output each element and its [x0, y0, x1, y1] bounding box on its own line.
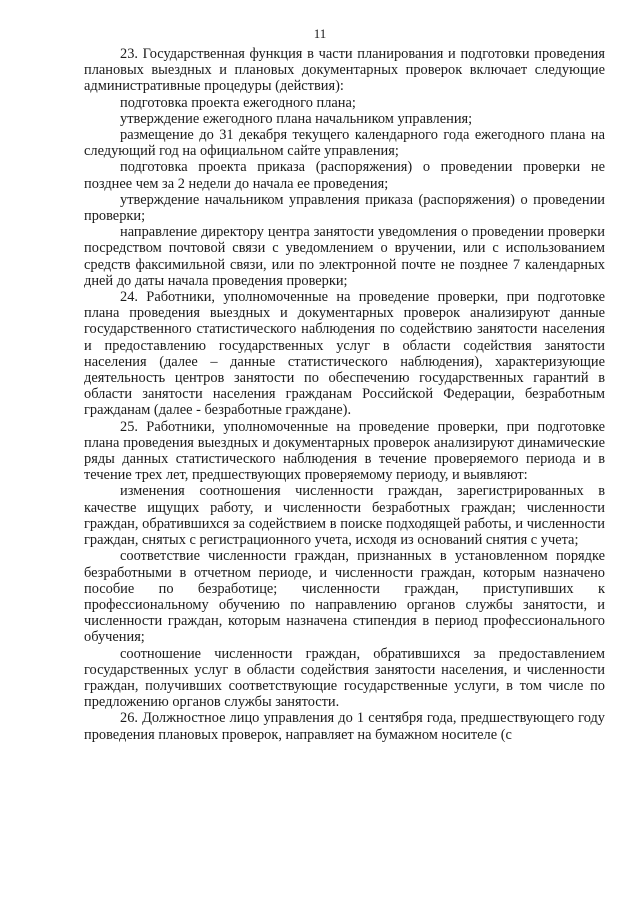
paragraph: размещение до 31 декабря текущего календарного года ежегодного плана на следующий год на официальном сайте управления; — [84, 127, 605, 160]
paragraph: 23. Государственная функция в части планирования и подготовки проведения плановых выездных и плановых документарных проверок включает следующие административные процедуры (действия): — [84, 46, 605, 95]
paragraph: подготовка проекта приказа (распоряжения) о проведении проверки не позднее чем за 2 недели до начала ее проведения; — [84, 159, 605, 192]
paragraph: подготовка проекта ежегодного плана; — [120, 94, 356, 111]
paragraph: соответствие численности граждан, признанных в установленном порядке безработными в отчетном периоде, и численности граждан, которым назначено пособие по безработице; численности граждан, приступивших к профессиональному обучению по направлению органов службы занятости, и численности граждан, которым назначена стипендия в период профессионального обучения; — [84, 548, 605, 646]
paragraph: направление директору центра занятости уведомления о проведении проверки посредством почтовой связи с уведомлением о вручении, или с использованием средств факсимильной связи, или по электронной почте не позднее 7 календарных дней до даты начала проведения проверки; — [84, 224, 605, 289]
paragraph: 24. Работники, уполномоченные на проведение проверки, при подготовке плана проведения выездных и документарных проверок анализируют данные государственного статистического наблюдения по содействию занятости населения и предоставлению государственных услуг в области содействия занятости населения (далее – данные статистического наблюдения), характеризующие деятельность центров занятости по обеспечению государственных гарантий в области занятости населения гражданам Российской Федерации, безработным гражданам (далее - безработные граждане). — [84, 289, 605, 419]
paragraph: утверждение ежегодного плана начальником управления; — [120, 110, 473, 127]
paragraph: изменения соотношения численности граждан, зарегистрированных в качестве ищущих работу, и численности безработных граждан; численности граждан, обратившихся за содействием в поиске подходящей работы, и численности граждан, снятых с регистрационного учета, исходя из оснований снятия с учета; — [84, 483, 605, 549]
paragraph: 25. Работники, уполномоченные на проведение проверки, при подготовке плана проведения выездных и документарных проверок анализируют динамические ряды данных статистического наблюдения в течение проверяемого периода и в течение трех лет, предшествующих проверяемому периоду, и выявляют: — [84, 418, 605, 484]
paragraph: утверждение начальником управления приказа (распоряжения) о проведении проверки; — [84, 191, 605, 225]
paragraph: соотношение численности граждан, обратившихся за предоставлением государственных услуг в области содействия занятости населения, и численности граждан, получивших соответствующие государственные услуги, в том числе по предложению органов службы занятости. — [84, 645, 605, 711]
document-body — [84, 46, 605, 743]
paragraph: 26. Должностное лицо управления до 1 сентября года, предшествующего году проведения плановых проверок, направляет на бумажном носителе (с — [84, 710, 605, 743]
page-number: 11 — [313, 26, 327, 41]
